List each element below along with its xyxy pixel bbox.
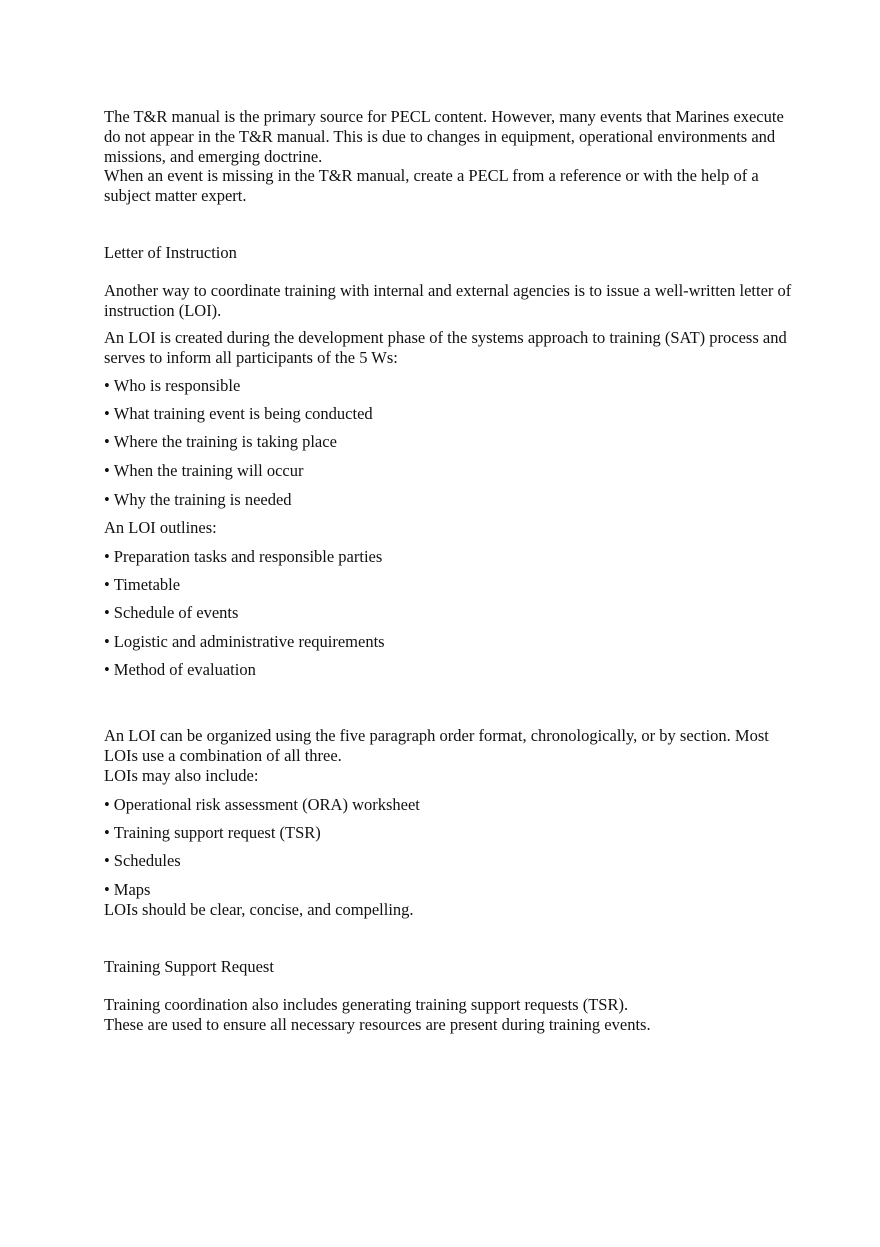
- list-item-five-ws: [104, 404, 373, 424]
- bullet-icon: •: [104, 795, 110, 814]
- list-item-include: [104, 823, 321, 843]
- list-item-include: [104, 851, 181, 871]
- list-item-five-ws: [104, 432, 337, 452]
- list-item-text: Logistic and administrative requirements: [113, 632, 385, 651]
- tsr-heading: Training Support Request: [104, 957, 274, 976]
- loi-organization-paragraph: An LOI can be organized using the five paragraph order format, chronologically, or by section. Most LOIs use a combination of all three.: [104, 726, 769, 765]
- loi-closing: LOIs should be clear, concise, and compelling.: [104, 900, 414, 919]
- list-item-text: Schedule of events: [113, 603, 239, 622]
- list-item-outline: [104, 632, 385, 652]
- list-item-text: Schedules: [113, 851, 181, 870]
- bullet-icon: •: [104, 632, 110, 651]
- bullet-icon: •: [104, 603, 110, 622]
- list-item-five-ws: [104, 490, 292, 510]
- list-item-five-ws: [104, 461, 303, 481]
- bullet-icon: •: [104, 823, 110, 842]
- loi-includes-intro: LOIs may also include:: [104, 766, 259, 785]
- list-item-include: [104, 795, 420, 815]
- tsr-line-2: These are used to ensure all necessary resources are present during training events.: [104, 1015, 651, 1034]
- list-item-text: Who is responsible: [113, 376, 241, 395]
- loi-outlines-intro: An LOI outlines:: [104, 518, 217, 537]
- list-item-text: Preparation tasks and responsible parties: [113, 547, 383, 566]
- list-item-include: [104, 880, 150, 900]
- bullet-icon: •: [104, 490, 110, 509]
- intro-paragraph-1: The T&R manual is the primary source for PECL content. However, many events that Marines execute do not appear in the T&R manual. This is due to changes in equipment, operational environments and missions, and emerging doctrine.: [104, 107, 784, 166]
- list-item-outline: [104, 660, 256, 680]
- list-item-outline: [104, 575, 180, 595]
- list-item-outline: [104, 547, 382, 567]
- list-item-text: Method of evaluation: [113, 660, 256, 679]
- list-item-text: Operational risk assessment (ORA) worksheet: [113, 795, 420, 814]
- bullet-icon: •: [104, 404, 110, 423]
- list-item-text: Training support request (TSR): [113, 823, 321, 842]
- list-item-text: Where the training is taking place: [113, 432, 337, 451]
- list-item-text: What training event is being conducted: [113, 404, 373, 423]
- loi-paragraph-2: An LOI is created during the development phase of the systems approach to training (SAT) process and serves to inform all participants of the 5 Ws:: [104, 328, 787, 367]
- list-item-five-ws: [104, 376, 240, 396]
- bullet-icon: •: [104, 432, 110, 451]
- intro-paragraph-2: When an event is missing in the T&R manual, create a PECL from a reference or with the help of a subject matter expert.: [104, 166, 759, 205]
- bullet-icon: •: [104, 660, 110, 679]
- list-item-text: When the training will occur: [113, 461, 304, 480]
- loi-paragraph-1: Another way to coordinate training with internal and external agencies is to issue a well-written letter of instruction (LOI).: [104, 281, 792, 320]
- bullet-icon: •: [104, 461, 110, 480]
- bullet-icon: •: [104, 376, 110, 395]
- list-item-outline: [104, 603, 238, 623]
- list-item-text: Maps: [113, 880, 151, 899]
- bullet-icon: •: [104, 575, 110, 594]
- loi-heading: Letter of Instruction: [104, 243, 237, 262]
- bullet-icon: •: [104, 547, 110, 566]
- list-item-text: Timetable: [113, 575, 181, 594]
- list-item-text: Why the training is needed: [113, 490, 292, 509]
- bullet-icon: •: [104, 851, 110, 870]
- bullet-icon: •: [104, 880, 110, 899]
- tsr-line-1: Training coordination also includes generating training support requests (TSR).: [104, 995, 629, 1014]
